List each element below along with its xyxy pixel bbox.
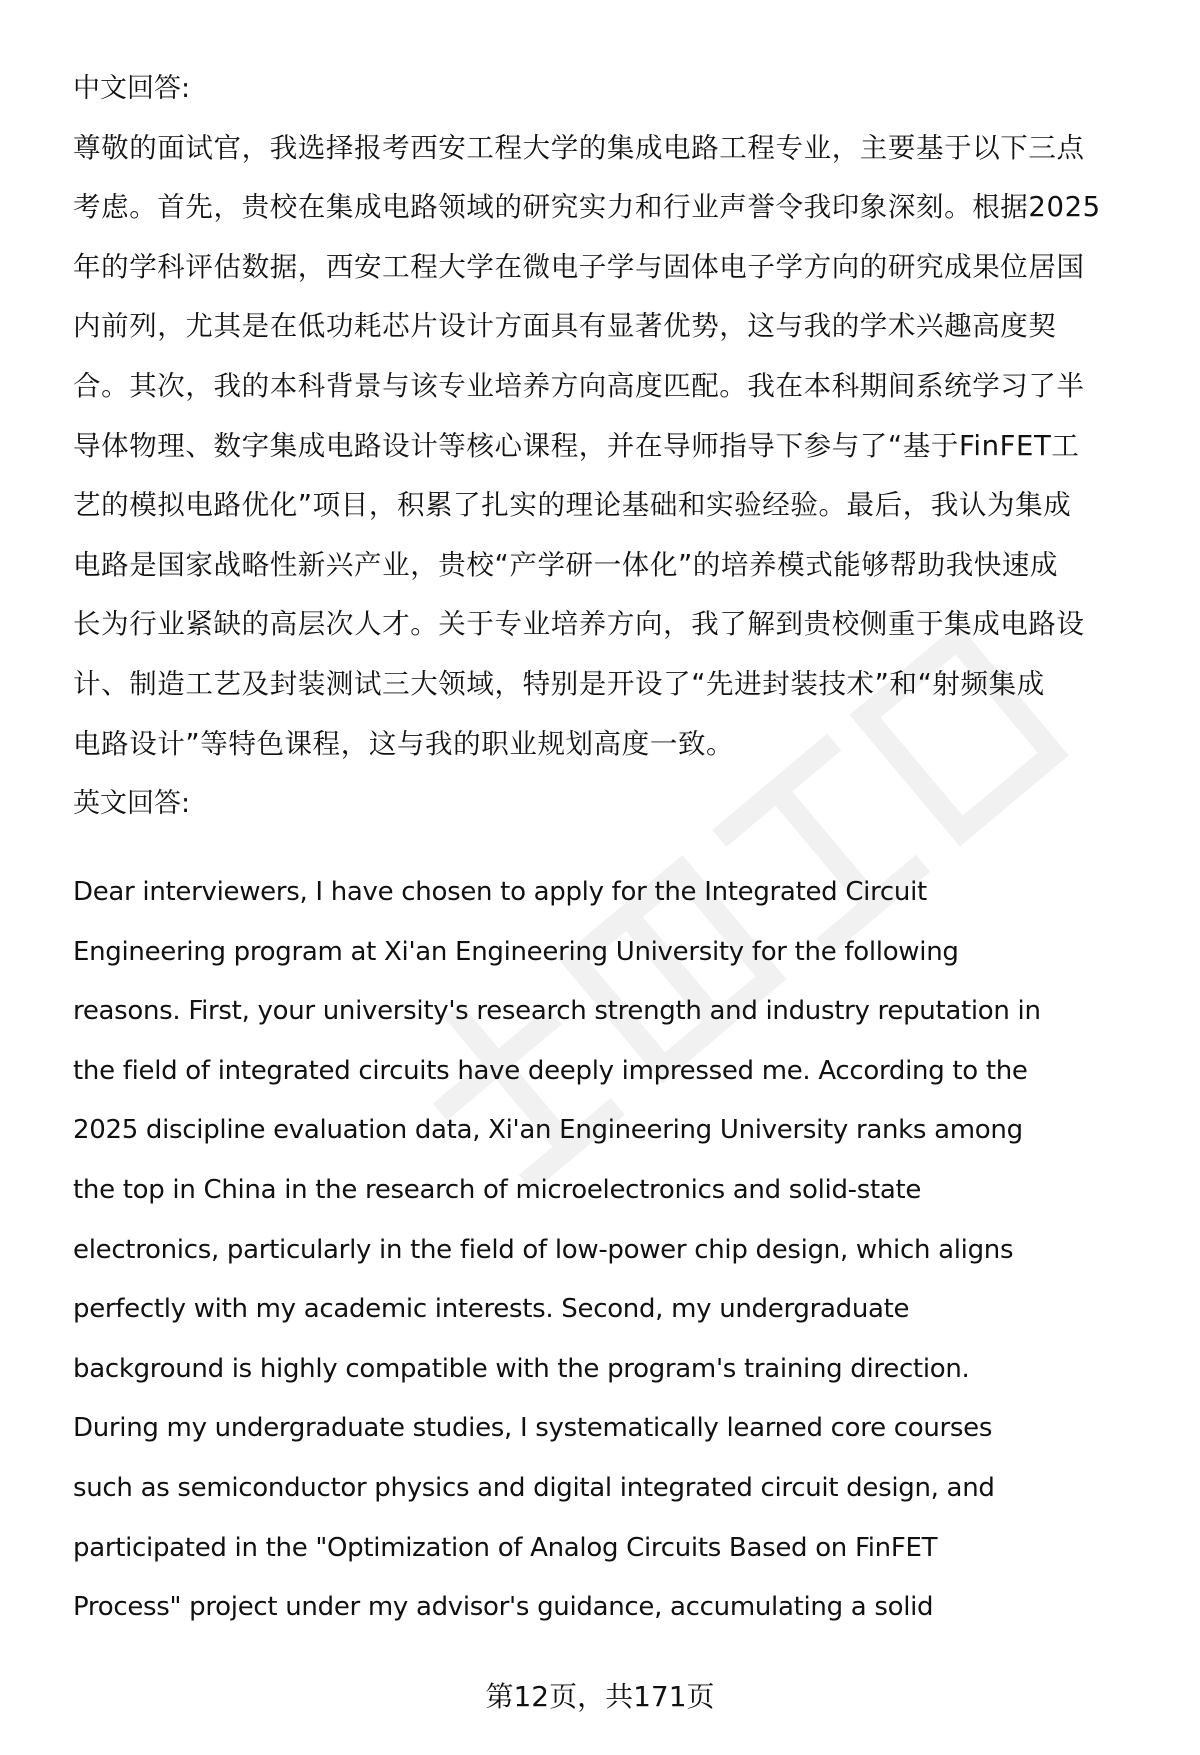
text-line: Dear interviewers, I have chosen to apply for the Integrated Circuit <box>73 877 927 907</box>
text-line: 尊敬的面试官，我选择报考西安工程大学的集成电路工程专业，主要基于以下三点 <box>73 131 1085 164</box>
text-line: 计、制造工艺及封装测试三大领域，特别是开设了“先进封装技术”和“射频集成 <box>73 667 1045 700</box>
text-line: such as semiconductor physics and digital integrated circuit design, and <box>73 1472 995 1503</box>
text-line: 考虑。首先，贵校在集成电路领域的研究实力和行业声誉令我印象深刻。根据2025 <box>73 191 1101 224</box>
text-line: 内前列，尤其是在低功耗芯片设计方面具有显著优势，这与我的学术兴趣高度契 <box>73 310 1057 343</box>
text-line: 年的学科评估数据，西安工程大学在微电子学与固体电子学方向的研究成果位居国 <box>73 250 1085 283</box>
text-line: reasons. First, your university's research strength and industry reputation in <box>73 996 1041 1027</box>
text-line: the field of integrated circuits have deeply impressed me. According to the <box>73 1055 1028 1086</box>
text-line: 艺的模拟电路优化”项目，积累了扎实的理论基础和实验经验。最后，我认为集成 <box>73 489 1072 522</box>
text-line: 长为行业紧缺的高层次人才。关于专业培养方向，我了解到贵校侧重于集成电路设 <box>73 608 1085 641</box>
text-line: During my undergraduate studies, I systematically learned core courses <box>73 1413 993 1444</box>
text-line: the top in China in the research of microelectronics and solid-state <box>73 1174 922 1205</box>
text-line: perfectly with my academic interests. Second, my undergraduate <box>73 1294 910 1325</box>
text-line: Process" project under my advisor's guidance, accumulating a solid <box>73 1592 934 1623</box>
text-line: background is highly compatible with the program's training direction. <box>73 1353 970 1384</box>
text-line: 2025 discipline evaluation data, Xi'an Engineering University ranks among <box>73 1115 1023 1146</box>
text-line: electronics, particularly in the field of low-power chip design, which aligns <box>73 1234 1014 1265</box>
text-line: 合。其次，我的本科背景与该专业培养方向高度匹配。我在本科期间系统学习了半 <box>73 369 1085 402</box>
english-answer-body <box>73 863 1173 1638</box>
text-line: 导体物理、数字集成电路设计等核心课程，并在导师指导下参与了“基于FinFET工 <box>73 429 1080 462</box>
text-line: participated in the "Optimization of Analog Circuits Based on FinFET <box>73 1532 938 1563</box>
text-line: 电路设计”等特色课程，这与我的职业规划高度一致。 <box>73 727 735 760</box>
chinese-answer-label: 中文回答: <box>73 73 191 104</box>
text-line: Engineering program at Xi'an Engineering University for the following <box>73 936 959 967</box>
chinese-answer-body <box>73 119 1173 775</box>
english-answer-label: 英文回答: <box>73 788 191 819</box>
text-line: 电路是国家战略性新兴产业，贵校“产学研一体化”的培养模式能够帮助我快速成 <box>73 548 1059 581</box>
page-indicator: 第12页，共171页 <box>485 1680 715 1713</box>
